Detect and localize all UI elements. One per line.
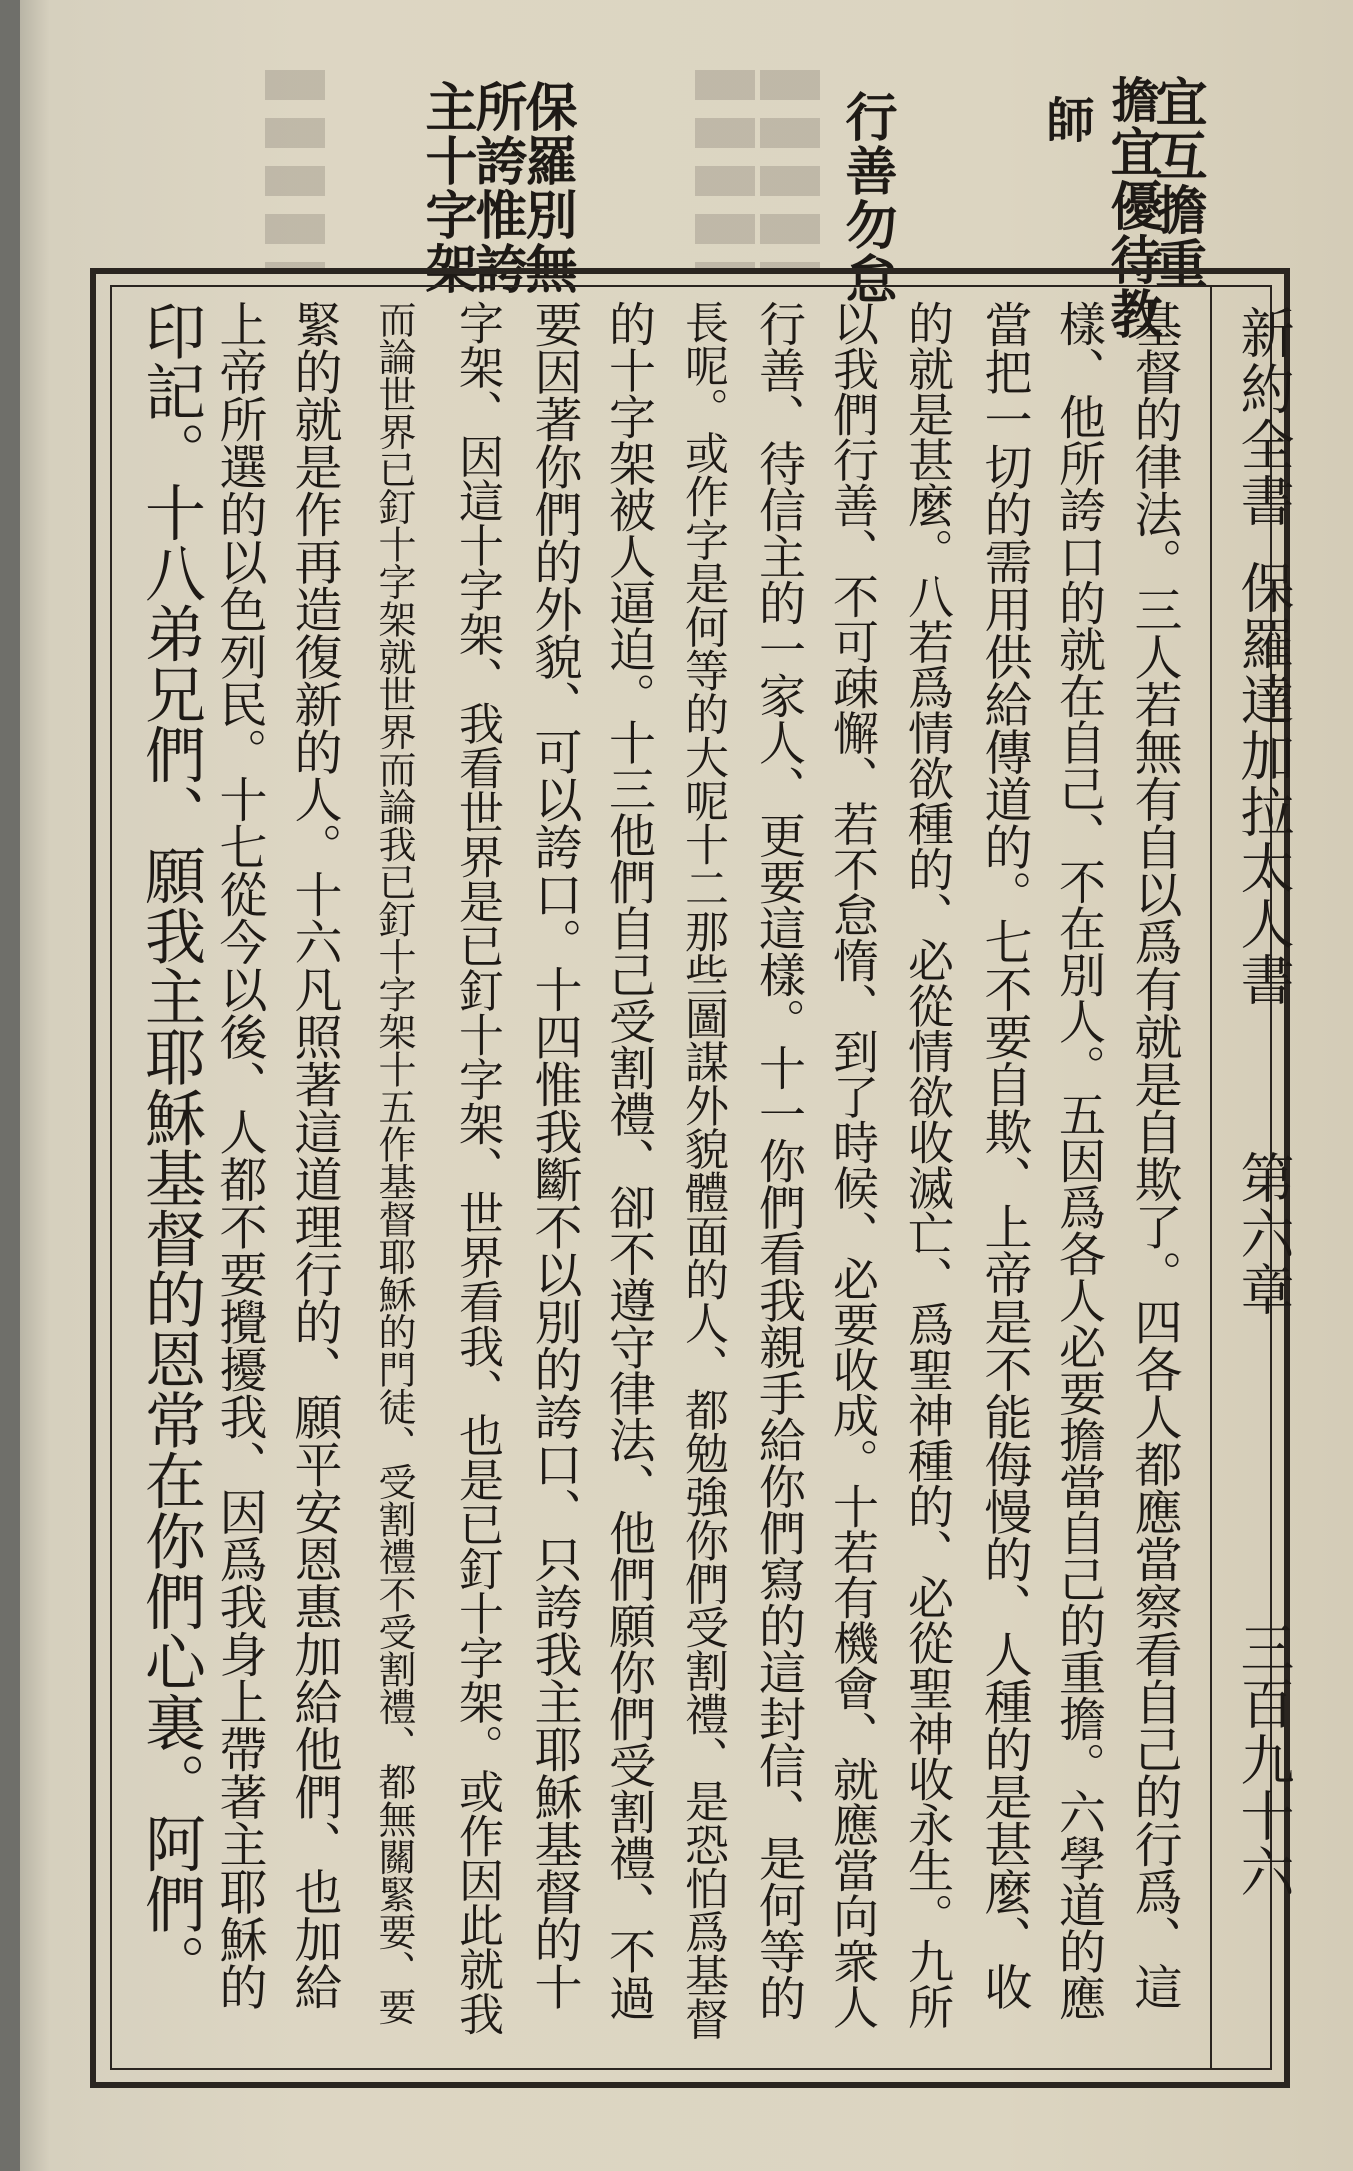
text-column: 的就是甚麼。八若爲情欲種的、必從情欲收滅亡、爲聖神種的、必從聖神收永生。九所 [901, 300, 955, 2029]
text-column: 基督的律法。三人若無有自以爲有就是自欺了。四各人都應當察看自己的行爲、這 [1126, 300, 1182, 2010]
text-column: 以我們行善、不可疎懈、若不怠惰、到了時候、必要收成。十若有機會、就應當向衆人 [826, 300, 880, 2029]
side-note-line: 擔 [1103, 75, 1159, 125]
side-note-line: 宜互擔重 [1146, 75, 1207, 291]
side-note-line: 主十字架 [416, 80, 477, 296]
text-column: 印記。十八弟兄們、願我主耶穌基督的恩常在你們心裏。阿們。 [135, 300, 206, 1994]
book-binding-edge [0, 0, 20, 2171]
text-column: 長呢。或作字是何等的大呢十二那些圖謀外貌體面的人、都勉強你們受割禮、是恐怕爲基督 [677, 300, 728, 2040]
text-column: 的十字架被人逼迫。十三他們自己受割禮、卻不遵守律法、他們願你們受割禮、不過 [601, 300, 656, 2021]
side-note-line: 師 [1038, 95, 1094, 145]
side-note-line: 行善勿怠 [836, 90, 897, 306]
page-number: 三百九十六 [1232, 1620, 1295, 1900]
book-title: 新約全書 [1232, 305, 1295, 529]
chapter-label: 第六章 [1232, 1150, 1295, 1318]
text-column: 緊的就是作再造復新的人。十六凡照著這道理行的、願平安恩惠加給他們、也加給 [286, 300, 342, 2010]
text-column: 上帝所選的以色列民。十七從今以後、人都不要攪擾我、因爲我身上帶著主耶穌的 [211, 300, 267, 2010]
header-separator [1210, 285, 1212, 2070]
bleed-through-text [760, 70, 820, 270]
side-note-line: 所誇惟誇 [466, 80, 527, 296]
text-column: 字架、因這十字架、我看世界是已釘十字架、世界看我、也是已釘十字架。或作因此就我 [451, 300, 504, 2036]
text-column: 當把一切的需用供給傳道的。七不要自欺、上帝是不能侮慢的、人種的是甚麼、收 [976, 300, 1032, 2010]
text-column: 行善、待信主的一家人、更要這樣。十一你們看我親手給你們寫的這封信、是何等的 [751, 300, 806, 2021]
text-column: 樣、他所誇口的就在自己、不在別人。五因爲各人必要擔當自己的重擔。六學道的應 [1051, 300, 1106, 2021]
epistle-title: 保羅達加拉太人書 [1232, 560, 1295, 1008]
bleed-through-text [695, 70, 755, 270]
text-column: 要因著你們的外貌、可以誇口。十四惟我斷不以別的誇口、只誇我主耶穌基督的十 [526, 300, 582, 2010]
bleed-through-text [265, 70, 325, 270]
side-note-line: 保羅別無 [516, 80, 577, 296]
text-column: 而論世界已釘十字架就世界而論我已釘十字架十五作基督耶穌的門徒、受割禮不受割禮、都無關緊要、要 [372, 300, 416, 2025]
side-note-line: 宜優待教 [1101, 125, 1162, 341]
